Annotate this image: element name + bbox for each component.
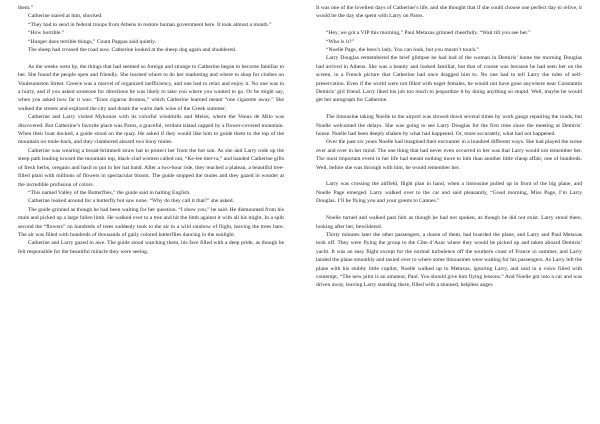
- paragraph: “Hunger does terrible things,” Count Pappas said quietly.: [28, 38, 157, 45]
- paragraph: Thirty minutes later the other passengers, a dozen of them, had boarded the plane, and Larry and Paul Metaxas took off. They were flying the group to the Côte d’Azur where they would be picked up and taken aboard Demiris’ yacht. It was an easy flight except for the normal turbulence off the southern coast of France in summer, and Larry landed the plane smoothly and taxied over to where some limousines were waiting for his passengers. As Larry left the plane with his stubby little copilot, Noelle walked up to Metaxas, ignoring Larry, and said in a voice filled with contempt, “The new pilot is an amateur, Paul. You should give him flying lessons.” And Noelle got into a car and was driven away, leaving Larry standing there, filled with a stunned, helpless anger.: [316, 231, 582, 289]
- paragraph: “Hey, we got a VIP this morning,” Paul Metaxas grinned cheerfully. “Wait till you see her.”: [326, 30, 531, 37]
- paragraph: The limousine taking Noelle to the airport was slowed down several times by work gangs repairing the roads, but Noelle welcomed the delays. She was going to see Larry Douglas for the first time since the meeting at Demiris’ house. Noelle had been deeply shaken by what had happened. Or, more accurately, what had not happened.: [316, 114, 582, 138]
- paragraph: Larry was crossing the airfield, flight plan in hand, when a limousine pulled up in front of the big plane, and Noelle Page emerged. Larry walked over to the car and said pleasantly, “Good morning, Miss Page, I’m Larry Douglas. I’ll be flying you and your guests to Cannes.”: [316, 181, 582, 205]
- paragraph: “They had to send in federal troops from Athens to restore human government here. It took almost a month.”: [28, 21, 272, 28]
- paragraph: Catherine stared at him, shocked.: [28, 13, 103, 20]
- paragraph: Catherine and Larry visited Mykonos with its colorful windmills and Melos, where the Venus de Milo was discovered. But Catherine’s favorite place was Paros, a graceful, verdant island capped by a flower-covered mountain. When their boat docked, a guide stood on the quay. He asked if they would like him to guide them to the top of the mountain on mule-back, and they clambered aboard two bony mules.: [18, 114, 284, 146]
- paragraph: Larry Douglas remembered the brief glimpse he had had of the woman in Demiris’ home the morning Douglas had arrived in Athens. She was a beauty and looked familiar, but that of course was because he had seen her on the screen, in a French picture that Catherine had once dragged him to. No one had to tell Larry the rules of self-preservation. Even if the world were not filled with eager females, he would not have gone anywhere near Constantin Demiris’ girl friend. Larry liked his job too much to jeopardize it by doing anything so stupid. Well, maybe he would get her autograph for Catherine.: [316, 55, 582, 104]
- paragraph: Catherine and Larry gazed in awe. The guide stood watching them, his face filled with a deep pride, as though he felt responsible for the beautiful miracle they were seeing.: [18, 240, 284, 255]
- left-text-column: [18, 4, 284, 424]
- paragraph: Over the past six years Noelle had imagined their encounter in a hundred different ways. She had played the scene over and over in her mind. The one thing that had never even occurred to her was that Larry would not remember her. The most important event in her life had meant nothing more to him than another little cheap affair, one of hundreds. Well, before she was through with him, he would remember her.: [316, 139, 582, 171]
- paragraph: It was one of the loveliest days of Catherine’s life, and she thought that if she could choose one perfect day to relive, it would be the day she spent with Larry on Paros.: [316, 5, 582, 20]
- paragraph: “This named Valley of the Butterflies,” the guide said in halting English.: [28, 189, 191, 196]
- paragraph: As the weeks went by, the things that had seemed so foreign and strange to Catherine began to become familiar to her. She found the people open and friendly. She learned where to do her marketing and where to shop for clothes on Vouleuonston Street. Greece was a marvel of organized inefficiency, and one had to relax and enjoy it. No one was in a hurry, and if you asked someone for directions he was likely to take you where you wanted to go. Or he might say, when you asked how far it was: “Enos cigarou dromos,” which Catherine learned meant “one cigarette away.” She walked the streets and explored the city and drank the warm dark wine of the Greek summer.: [18, 63, 284, 112]
- paragraph: Noelle turned and walked past him as though he had not spoken, as though he did not exist. Larry stood there, looking after her, bewildered.: [316, 215, 582, 230]
- paragraph: The sheep had crossed the road now. Catherine looked at the sheep dog again and shuddered.: [28, 47, 237, 54]
- paragraph: “Who is it?”: [326, 38, 354, 45]
- paragraph: Catherine looked around for a butterfly but saw none. “Why do they call it that?” she asked.: [28, 198, 234, 205]
- paragraph: Catherine was wearing a broad-brimmed straw hat to protect her from the hot sun. As she and Larry rode up the steep path leading toward the mountain top, black-clad women called out, “Ke-lee mer-ra,” and handed Catherine gifts of fresh herbs, oregano and basil to put in her hat band. After a two-hour ride, they reached a plateau, a beautiful tree-filled plain with millions of flowers in spectacular bloom. The guide stopped the mules and they gazed in wonder at the incredible profusion of colors.: [18, 147, 284, 188]
- paragraph: them.”: [18, 5, 34, 11]
- paragraph: “Noelle Page, the boss’s lady. You can look, but you mustn’t touch.”: [326, 47, 480, 54]
- paragraph: “How horrible.”: [28, 30, 65, 37]
- right-text-column: [316, 4, 582, 424]
- paragraph: The guide grinned as though he had been waiting for her question. “I show you,” he said. He dismounted from his mule and picked up a large fallen limb. He walked over to a tree and hit the limb against it with all his might. In a split second the “flowers” on hundreds of trees suddenly took to the air in a wild rainbow of flight, leaving the trees bare. The air was filled with hundreds of thousands of gaily colored butterflies dancing in the sunlight.: [18, 206, 284, 238]
